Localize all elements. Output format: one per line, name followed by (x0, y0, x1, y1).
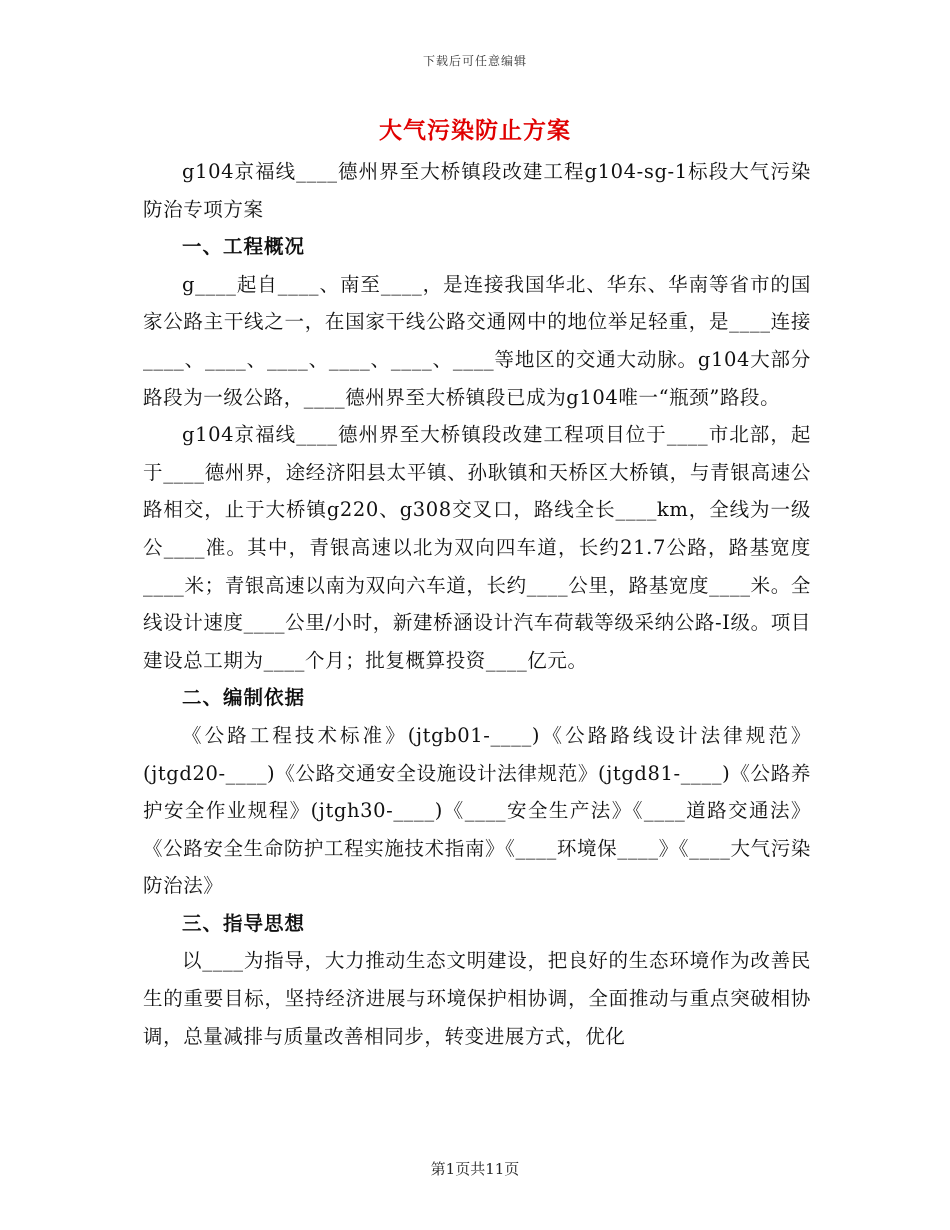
subtitle-paragraph: g104京福线____德州界至大桥镇段改建工程g104-sg-1标段大气污染防治专项方案 (143, 160, 811, 221)
section-heading-guidance: 三、指导思想 (182, 911, 306, 935)
section-heading-basis: 二、编制依据 (182, 686, 306, 710)
basis-paragraph: 《公路工程技术标准》(jtgb01-____)《公路路线设计法律规范》(jtgd20-____)《公路交通安全设施设计法律规范》(jtgd81-____)《公路养护安全作业规程》(jtgh30-____)《____安全生产法》《____道路交通法》《公路安全生命防护工程实施技术指南》《____环境保____》《____大气污染防治法》 (143, 723, 811, 898)
document-body (143, 153, 811, 1055)
document-title: 大气污染防止方案 (379, 117, 571, 144)
guidance-paragraph: 以____为指导，大力推动生态文明建设，把良好的生态环境作为改善民生的重要目标，坚持经济进展与环境保护相协调，全面推动与重点突破相协调，总量减排与质量改善相同步，转变进展方式，优化 (143, 949, 811, 1048)
overview-paragraph-1: g____起自____、南至____，是连接我国华北、华东、华南等省市的国家公路主干线之一，在国家干线公路交通网中的地位举足轻重，是____连接____、____、____、____、____、____等地区的交通大动脉。g104大部分路段为一级公路，____德州界至大桥镇段已成为g104唯一“瓶颈”路段。 (143, 272, 811, 409)
section-heading-overview: 一、工程概况 (182, 235, 306, 259)
overview-paragraph-2: g104京福线____德州界至大桥镇段改建工程项目位于____市北部，起于____德州界，途经济阳县太平镇、孙耿镇和天桥区大桥镇，与青银高速公路相交，止于大桥镇g220、g308交叉口，路线全长____km，全线为一级公____准。其中，青银高速以北为双向四车道，长约21.7公路，路基宽度____米；青银高速以南为双向六车道，长约____公里，路基宽度____米。全线设计速度____公里/小时，新建桥涵设计汽车荷载等级采纳公路-Ⅰ级。项目建设总工期为____个月；批复概算投资____亿元。 (143, 423, 811, 672)
header-note: 下载后可任意编辑 (422, 54, 527, 68)
page-number-footer: 第1页共11页 (430, 1160, 520, 1178)
